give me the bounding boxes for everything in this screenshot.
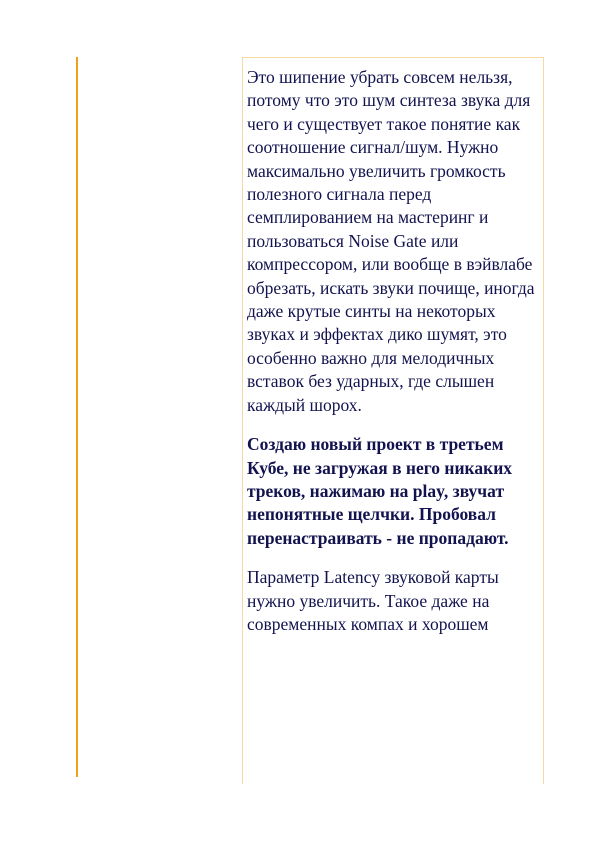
question-paragraph: Создаю новый проект в третьем Кубе, не загружая в него никаких треков, нажимаю на play, звучат непонятные щелчки. Пробовал перенастраивать - не пропадают.	[247, 434, 513, 548]
answer-paragraph-2: Параметр Latency звуковой карты нужно увеличить. Такое даже на современных компах и хорошем	[247, 567, 499, 634]
left-margin-rule	[76, 57, 78, 777]
answer-paragraph-1: Это шипение убрать совсем нельзя, потому что это шум синтеза звука для чего и существует такое понятие как соотношение сигнал/шум. Нужно максимально увеличить громкость полезного сигнала перед семплированием на мастеринг и пользоваться Noise Gate или компрессором, или вообще в вэйвлабе обрезать, искать звуки почище, иногда даже крутые синты на некоторых звуках и эффектах дико шумят, это особенно важно для мелодичных вставок без ударных, где слышен каждый шорох.	[247, 67, 535, 415]
text-column	[242, 57, 544, 784]
